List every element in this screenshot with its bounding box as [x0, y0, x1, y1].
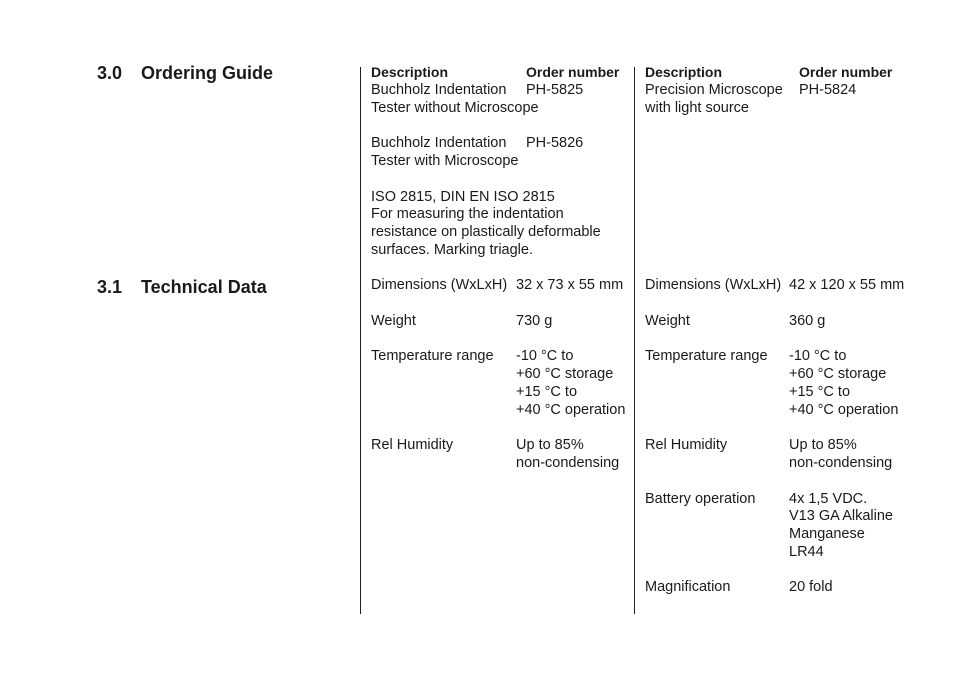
spec-value: V13 GA Alkaline	[789, 508, 893, 524]
spec-value: +40 °C operation	[789, 402, 899, 418]
spec-label: Weight	[645, 313, 690, 329]
ordering-item-description: Precision Microscope	[645, 82, 783, 98]
column-divider-right	[634, 67, 635, 614]
section-title: Technical Data	[141, 277, 267, 297]
ordering-item-description: Tester with Microscope	[371, 153, 519, 169]
spec-value: non-condensing	[516, 455, 620, 471]
spec-value: -10 °C to	[516, 348, 574, 364]
ordering-item-order-number: PH-5825	[526, 82, 584, 98]
spec-value: 20 fold	[789, 579, 833, 595]
spec-label: Weight	[371, 313, 416, 329]
spec-value: -10 °C to	[789, 348, 847, 364]
section-number: 3.1	[97, 277, 123, 297]
ordering-item-description: with light source	[645, 100, 749, 116]
spec-label: Dimensions (WxLxH)	[645, 277, 782, 293]
spec-value: +60 °C storage	[516, 366, 614, 382]
ordering-item-description: Tester without Microscope	[371, 100, 539, 116]
spec-label: Rel Humidity	[371, 437, 454, 453]
spec-label: Temperature range	[645, 348, 768, 364]
column-header-order-number: Order number	[799, 64, 893, 80]
spec-value: +60 °C storage	[789, 366, 887, 382]
spec-value: 360 g	[789, 313, 826, 329]
ordering-item-order-number: PH-5826	[526, 135, 584, 151]
spec-value: +40 °C operation	[516, 402, 626, 418]
spec-value: +15 °C to	[789, 384, 851, 400]
spec-value: Manganese	[789, 526, 865, 542]
spec-value: 32 x 73 x 55 mm	[516, 277, 624, 293]
column-header-description: Description	[645, 64, 723, 80]
column-header-order-number: Order number	[526, 64, 620, 80]
spec-label: Battery operation	[645, 491, 756, 507]
ordering-note: ISO 2815, DIN EN ISO 2815	[371, 189, 555, 205]
section-title: Ordering Guide	[141, 63, 274, 83]
spec-value: +15 °C to	[516, 384, 578, 400]
ordering-item-description: Buchholz Indentation	[371, 135, 507, 151]
spec-value: non-condensing	[789, 455, 893, 471]
column-header-description: Description	[371, 64, 449, 80]
ordering-note: For measuring the indentation	[371, 206, 564, 222]
spec-value: 42 x 120 x 55 mm	[789, 277, 905, 293]
ordering-note: resistance on plastically deformable	[371, 224, 601, 240]
spec-label: Rel Humidity	[645, 437, 728, 453]
spec-label: Temperature range	[371, 348, 494, 364]
ordering-item-description: Buchholz Indentation	[371, 82, 507, 98]
spec-label: Magnification	[645, 579, 731, 595]
ordering-item-order-number: PH-5824	[799, 82, 857, 98]
section-number: 3.0	[97, 63, 123, 83]
column-divider-left	[360, 67, 361, 614]
spec-value: Up to 85%	[516, 437, 584, 453]
spec-value: Up to 85%	[789, 437, 857, 453]
ordering-note: surfaces. Marking triagle.	[371, 242, 533, 258]
spec-value: LR44	[789, 544, 824, 560]
spec-value: 4x 1,5 VDC.	[789, 491, 868, 507]
spec-label: Dimensions (WxLxH)	[371, 277, 508, 293]
spec-value: 730 g	[516, 313, 553, 329]
